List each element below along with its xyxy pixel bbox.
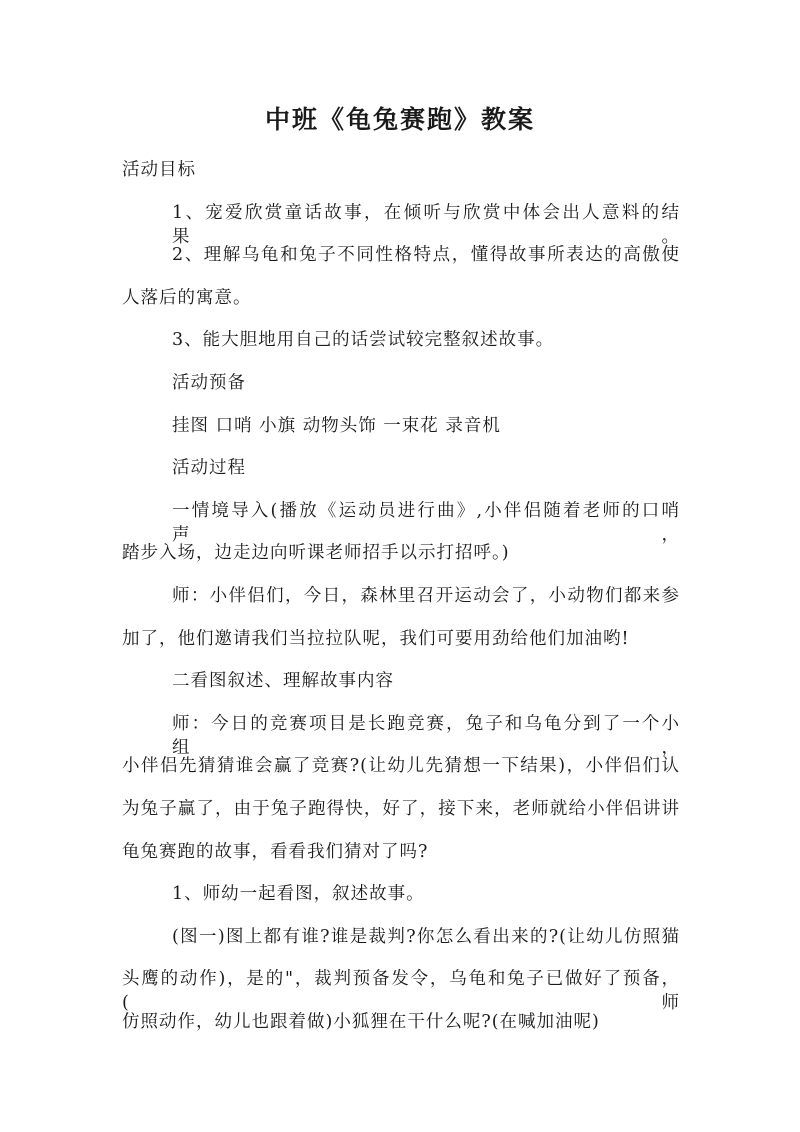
text-line: 小伴侣先猜猜谁会赢了竞赛?(让幼儿先猜想一下结果)，小伴侣们认 <box>122 756 680 777</box>
text-line: 3、能大胆地用自己的话尝试较完整叙述故事。 <box>172 330 555 351</box>
text-line: 仿照动作，幼儿也跟着做)小狐狸在干什么呢?(在喊加油呢) <box>122 1012 600 1032</box>
text-line: 2、理解乌龟和兔子不同性格特点，懂得故事所表达的高傲使 <box>172 245 680 266</box>
text-line: 头鹰的动作)，是的"，裁判预备发令，乌龟和兔子已做好了预备，(师 <box>122 969 680 1014</box>
text-line: (图一)图上都有谁?谁是裁判?你怎么看出来的?(让幼儿仿照猫 <box>172 926 680 947</box>
text-line: 1、宠爱欣赏童话故事，在倾听与欣赏中体会出人意料的结果。 <box>172 202 680 247</box>
text-line: 1、师幼一起看图，叙述故事。 <box>172 884 425 905</box>
text-line: 活动预备 <box>172 373 246 393</box>
text-line: 一情境导入(播放《运动员进行曲》,小伴侣随着老师的口哨声， <box>172 500 680 545</box>
text-line: 加了，他们邀请我们当拉拉队呢，我们可要用劲给他们加油哟! <box>122 628 630 649</box>
text-line: 二看图叙述、理解故事内容 <box>172 671 394 692</box>
text-line: 挂图 口哨 小旗 动物头饰 一束花 录音机 <box>172 415 501 436</box>
text-line: 踏步入场，边走边向听课老师招手以示打招呼。) <box>122 543 510 564</box>
text-line: 人落后的寓意。 <box>122 287 252 308</box>
text-line: 活动目标 <box>122 160 196 180</box>
document-title: 中班《龟兔赛跑》教案 <box>264 105 535 134</box>
text-line: 师：小伴侣们，今日，森林里召开运动会了，小动物们都来参 <box>172 586 680 606</box>
text-line: 为兔子赢了，由于兔子跑得快，好了，接下来，老师就给小伴侣讲讲 <box>122 799 680 819</box>
text-line: 活动过程 <box>172 458 246 479</box>
text-line: 师：今日的竞赛项目是长跑竞赛，兔子和乌龟分到了一个小组， <box>172 713 680 758</box>
text-line: 龟兔赛跑的故事，看看我们猜对了吗? <box>122 841 429 862</box>
